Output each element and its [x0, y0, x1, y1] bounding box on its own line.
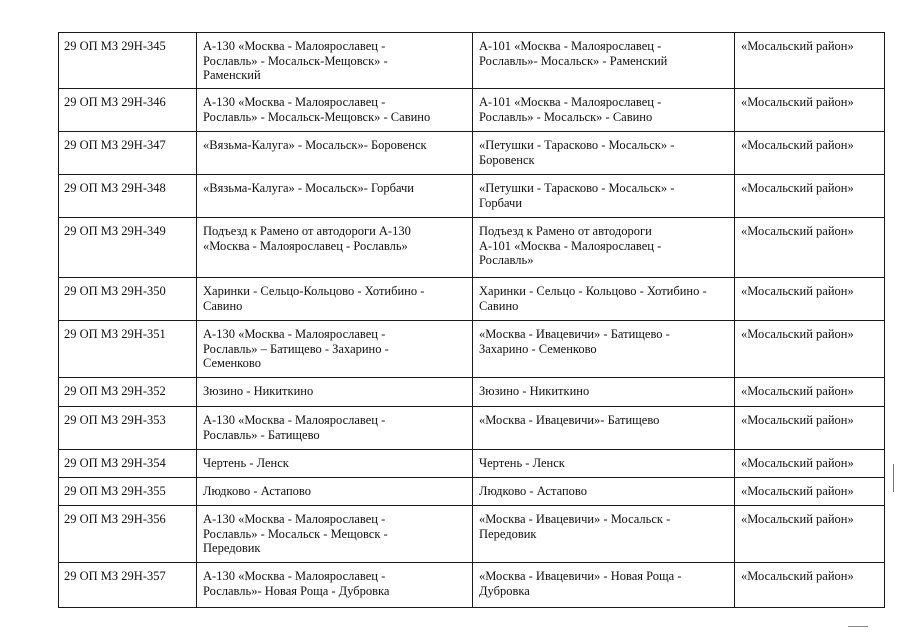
district-cell: «Мосальский район»: [735, 407, 885, 450]
table-row: [59, 175, 885, 218]
route-cell: А-130 «Москва - Малоярославец - Рославль» - Мосальск - Мещовск - Передовик: [197, 506, 473, 563]
road-code-cell: 29 ОП МЗ 29Н-350: [59, 278, 197, 321]
route-cell: «Вязьма-Калуга» - Мосальск»- Горбачи: [197, 175, 473, 218]
route-alt-cell: Чертень - Ленск: [473, 450, 735, 478]
scan-edge-mark: [893, 464, 897, 492]
route-cell: Харинки - Сельцо-Кольцово - Хотибино - Савино: [197, 278, 473, 321]
table-row: [59, 321, 885, 378]
route-cell: А-130 «Москва - Малоярославец - Рославль» – Батищево - Захарино - Семенково: [197, 321, 473, 378]
table-row: [59, 450, 885, 478]
route-cell: А-130 «Москва - Малоярославец - Рославль» - Мосальск-Мещовск» - Савино: [197, 89, 473, 132]
table-row: [59, 378, 885, 407]
route-alt-cell: «Москва - Ивацевичи»- Батищево: [473, 407, 735, 450]
table-row: [59, 89, 885, 132]
table-row: [59, 33, 885, 89]
district-cell: «Мосальский район»: [735, 450, 885, 478]
road-code-cell: 29 ОП МЗ 29Н-357: [59, 563, 197, 608]
table-row: [59, 132, 885, 175]
district-cell: «Мосальский район»: [735, 218, 885, 278]
route-alt-cell: Харинки - Сельцо - Кольцово - Хотибино - Савино: [473, 278, 735, 321]
route-cell: Чертень - Ленск: [197, 450, 473, 478]
district-cell: «Мосальский район»: [735, 506, 885, 563]
road-code-cell: 29 ОП МЗ 29Н-355: [59, 478, 197, 506]
route-cell: Подъезд к Рамено от автодороги А-130 «Москва - Малоярославец - Рославль»: [197, 218, 473, 278]
district-cell: «Мосальский район»: [735, 478, 885, 506]
route-alt-cell: «Петушки - Тарасково - Мосальск» - Боровенск: [473, 132, 735, 175]
scan-foot-mark: [848, 626, 868, 627]
district-cell: «Мосальский район»: [735, 175, 885, 218]
route-alt-cell: Людково - Астапово: [473, 478, 735, 506]
road-code-cell: 29 ОП МЗ 29Н-349: [59, 218, 197, 278]
road-code-cell: 29 ОП МЗ 29Н-348: [59, 175, 197, 218]
route-alt-cell: А-101 «Москва - Малоярославец - Рославль» - Мосальск» - Савино: [473, 89, 735, 132]
roads-table: [58, 32, 885, 608]
table-row: [59, 218, 885, 278]
district-cell: «Мосальский район»: [735, 33, 885, 89]
table-row: [59, 407, 885, 450]
road-code-cell: 29 ОП МЗ 29Н-346: [59, 89, 197, 132]
road-code-cell: 29 ОП МЗ 29Н-347: [59, 132, 197, 175]
route-alt-cell: Подъезд к Рамено от автодороги А-101 «Москва - Малоярославец - Рославль»: [473, 218, 735, 278]
document-page: [58, 32, 884, 608]
road-code-cell: 29 ОП МЗ 29Н-356: [59, 506, 197, 563]
district-cell: «Мосальский район»: [735, 378, 885, 407]
table-row: [59, 563, 885, 608]
road-code-cell: 29 ОП МЗ 29Н-354: [59, 450, 197, 478]
route-alt-cell: «Москва - Ивацевичи» - Мосальск - Передовик: [473, 506, 735, 563]
route-cell: А-130 «Москва - Малоярославец - Рославль» - Мосальск-Мещовск» - Раменский: [197, 33, 473, 89]
route-alt-cell: «Москва - Ивацевичи» - Новая Роща - Дубровка: [473, 563, 735, 608]
road-code-cell: 29 ОП МЗ 29Н-351: [59, 321, 197, 378]
route-cell: Людково - Астапово: [197, 478, 473, 506]
road-code-cell: 29 ОП МЗ 29Н-353: [59, 407, 197, 450]
route-alt-cell: «Петушки - Тарасково - Мосальск» - Горбачи: [473, 175, 735, 218]
road-code-cell: 29 ОП МЗ 29Н-352: [59, 378, 197, 407]
route-alt-cell: «Москва - Ивацевичи» - Батищево - Захарино - Семенково: [473, 321, 735, 378]
table-row: [59, 478, 885, 506]
road-code-cell: 29 ОП МЗ 29Н-345: [59, 33, 197, 89]
district-cell: «Мосальский район»: [735, 278, 885, 321]
route-cell: А-130 «Москва - Малоярославец - Рославль»- Новая Роща - Дубровка: [197, 563, 473, 608]
route-cell: «Вязьма-Калуга» - Мосальск»- Боровенск: [197, 132, 473, 175]
district-cell: «Мосальский район»: [735, 563, 885, 608]
table-row: [59, 278, 885, 321]
route-cell: Зюзино - Никиткино: [197, 378, 473, 407]
route-alt-cell: Зюзино - Никиткино: [473, 378, 735, 407]
district-cell: «Мосальский район»: [735, 89, 885, 132]
district-cell: «Мосальский район»: [735, 321, 885, 378]
district-cell: «Мосальский район»: [735, 132, 885, 175]
route-cell: А-130 «Москва - Малоярославец - Рославль» - Батищево: [197, 407, 473, 450]
table-row: [59, 506, 885, 563]
route-alt-cell: А-101 «Москва - Малоярославец - Рославль»- Мосальск» - Раменский: [473, 33, 735, 89]
